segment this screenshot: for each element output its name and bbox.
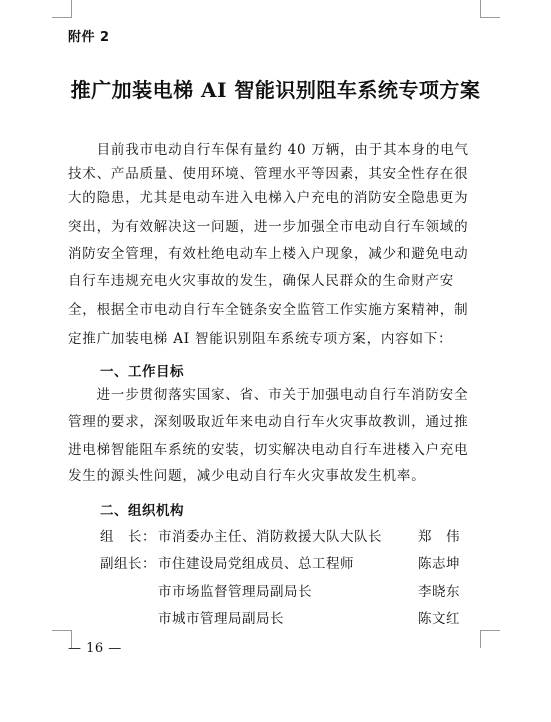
org-position: 市消委办主任、消防救援大队大队长 <box>158 529 382 545</box>
section-line: 管理的要求，深刻吸取近年来电动自行车火灾事故教训，通过推 <box>68 414 469 430</box>
org-position: 市城市管理局副局长 <box>158 611 284 627</box>
org-position: 市市场监督管理局副局长 <box>158 584 312 600</box>
intro-line: 大的隐患，尤其是电动车进入电梯入户充电的消防安全隐患更为 <box>68 190 469 206</box>
org-position: 市住建设局党组成员、总工程师 <box>158 556 354 572</box>
intro-line: 自行车违规充电火灾事故的发生，确保人民群众的生命财产安 <box>68 273 455 289</box>
crop-mark-top-right <box>480 0 481 18</box>
crop-mark-top-left <box>52 17 72 18</box>
crop-mark-top-right <box>480 17 500 18</box>
section-heading-organization: 二、组织机构 <box>100 503 184 519</box>
section-line: 进一步贯彻落实国家、省、市关于加强电动自行车消防安全 <box>68 387 469 403</box>
crop-mark-bottom-left <box>52 630 72 631</box>
page-number: — 16 — <box>68 641 122 656</box>
attachment-label: 附件 2 <box>68 30 110 45</box>
intro-line: 全，根据全市电动自行车全链条安全监管工作实施方案精神，制 <box>68 302 469 318</box>
org-member-name: 李晓东 <box>418 584 460 600</box>
org-role-deputy: 副组长： <box>100 556 156 572</box>
intro-line: 定推广加装电梯 AI 智能识别阻车系统专项方案，内容如下： <box>68 331 453 347</box>
org-member-name: 郑 伟 <box>418 529 460 545</box>
org-role-leader: 组 长： <box>100 529 156 545</box>
intro-line: 技术、产品质量、使用环境、管理水平等因素，其安全性存在很 <box>68 166 469 182</box>
intro-line: 消防安全管理，有效杜绝电动车上楼入户现象，减少和避免电动 <box>68 246 469 262</box>
document-title: 推广加装电梯 AI 智能识别阻车系统专项方案 <box>70 78 481 102</box>
crop-mark-bottom-right <box>480 630 500 631</box>
intro-line: 目前我市电动自行车保有量约 40 万辆，由于其本身的电气 <box>68 142 469 158</box>
crop-mark-top-left <box>71 0 72 18</box>
section-line: 发生的源头性问题，减少电动自行车火灾事故发生机率。 <box>68 468 426 484</box>
intro-line: 突出，为有效解决这一问题，进一步加强全市电动自行车领域的 <box>68 219 469 235</box>
org-member-name: 陈志坤 <box>418 556 460 572</box>
section-heading-goals: 一、工作目标 <box>100 364 184 380</box>
section-line: 进电梯智能阻车系统的安装，切实解决电动自行车进楼入户充电 <box>68 442 469 458</box>
crop-mark-bottom-right <box>480 630 481 648</box>
org-member-name: 陈文红 <box>418 611 460 627</box>
